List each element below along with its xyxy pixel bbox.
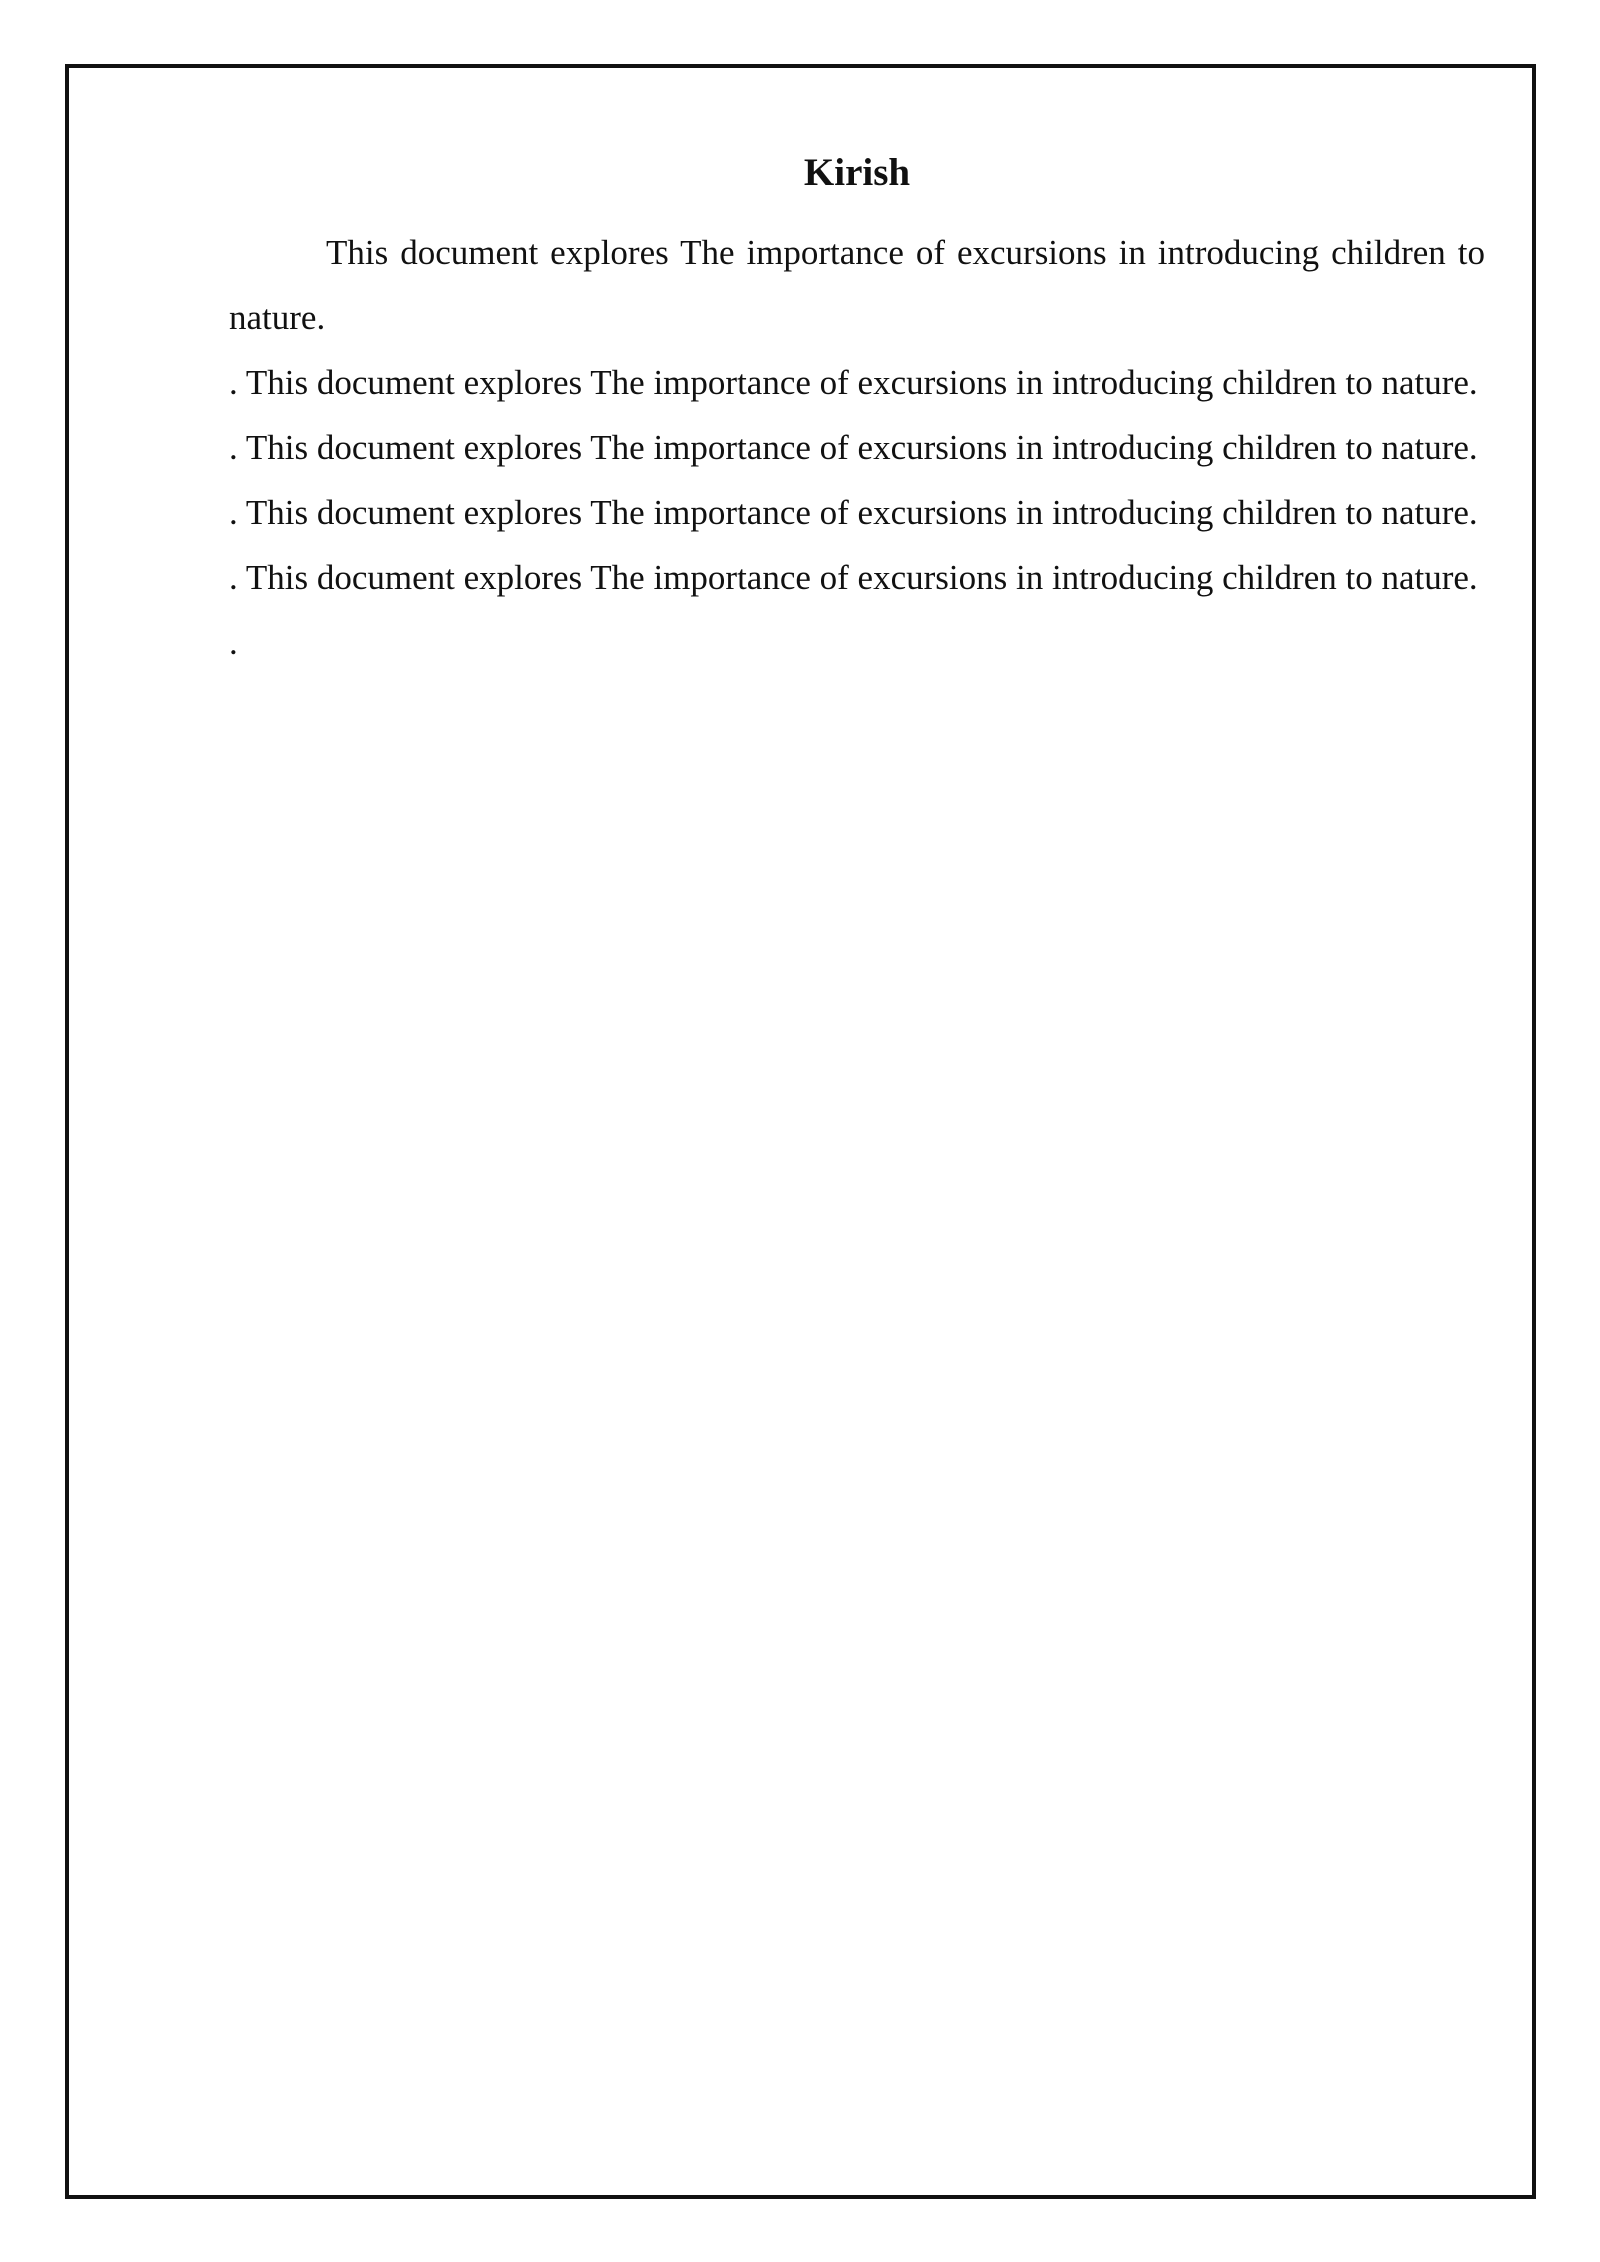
document-title: Kirish (803, 151, 911, 194)
paragraph: . This document explores The importance of excursions in introducing children to nature. (229, 558, 1478, 597)
document-body (229, 140, 1485, 675)
paragraph: . This document explores The importance of excursions in introducing children to nature. (229, 363, 1478, 402)
paragraph: This document explores The importance of excursions in introducing children to nature. (229, 233, 1485, 337)
trailing-period: . (229, 623, 238, 662)
paragraph: . This document explores The importance of excursions in introducing children to nature. (229, 493, 1478, 532)
paragraph: . This document explores The importance of excursions in introducing children to nature. (229, 428, 1478, 467)
